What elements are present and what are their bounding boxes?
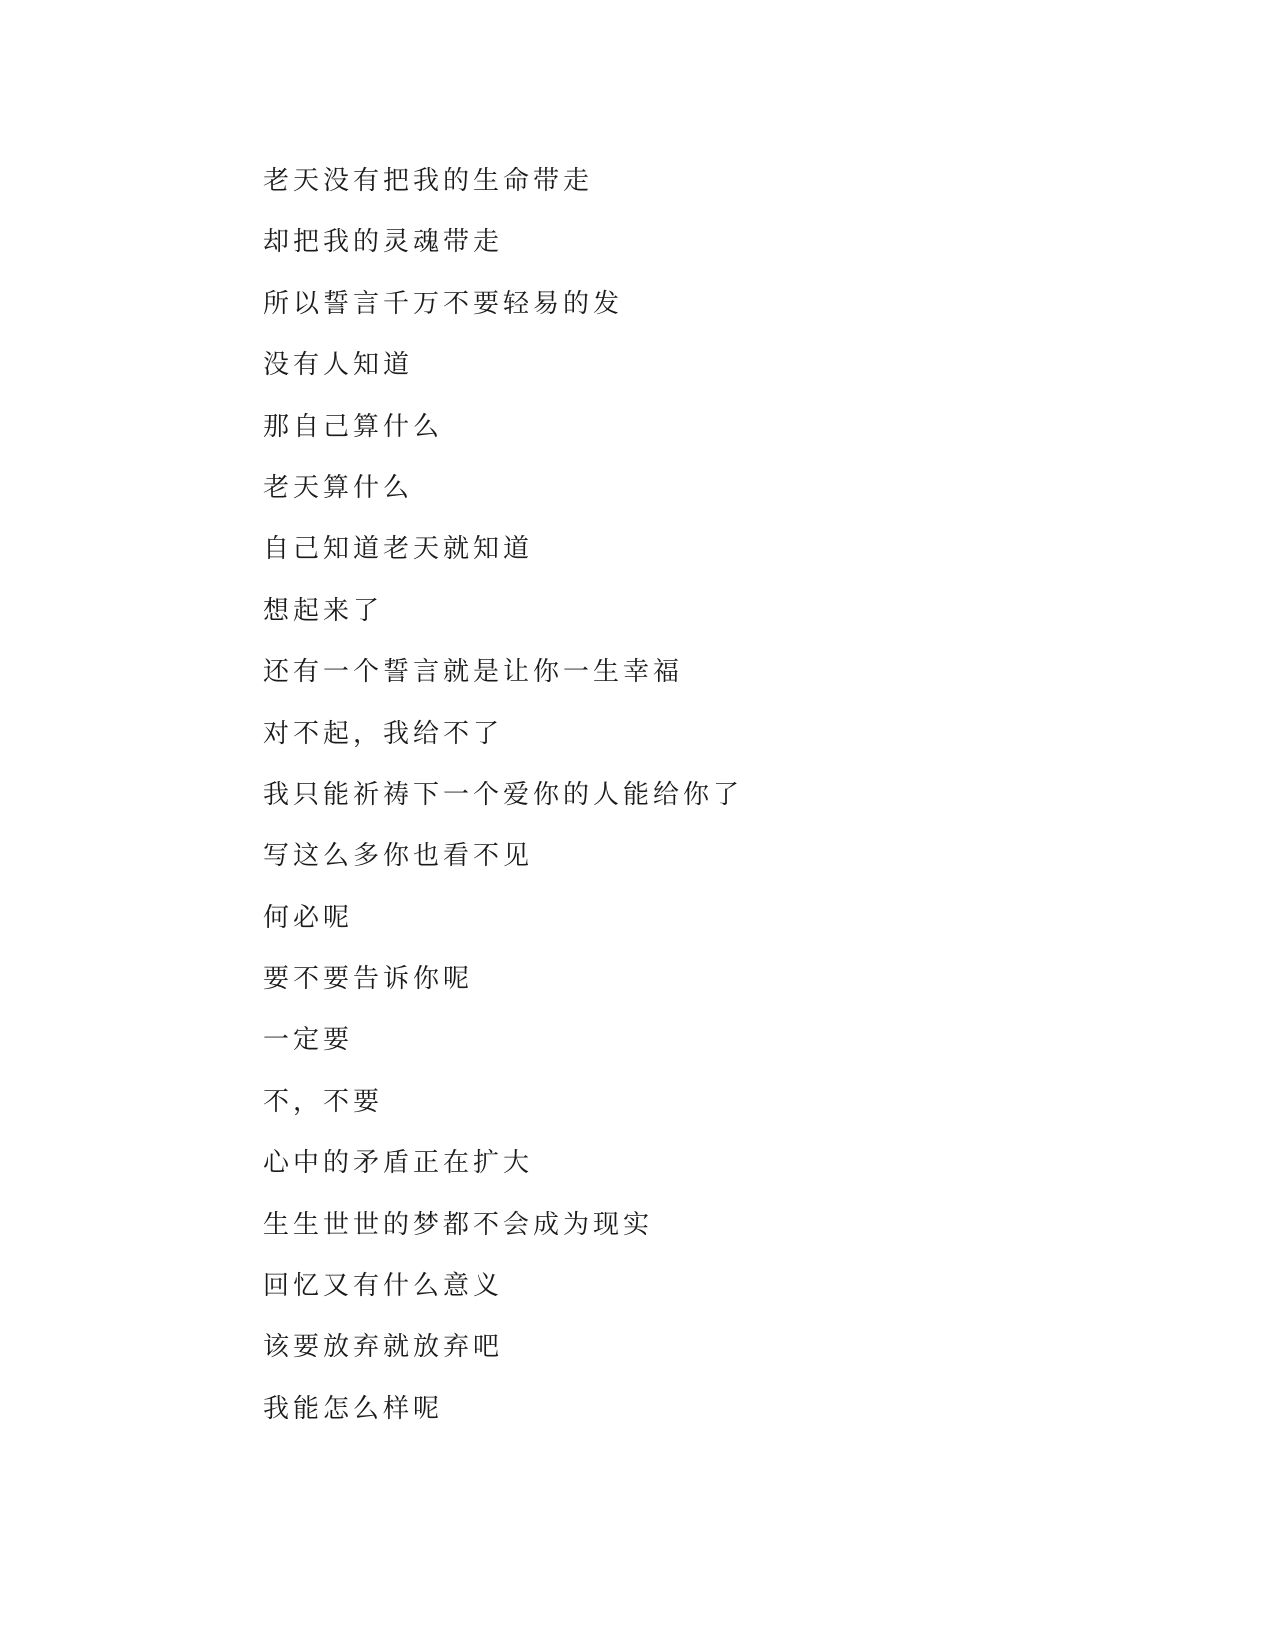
text-line: 还有一个誓言就是让你一生幸福 (263, 657, 684, 688)
text-line: 要不要告诉你呢 (263, 964, 474, 995)
poem-text (263, 166, 1163, 1455)
text-line: 我只能祈祷下一个爱你的人能给你了 (263, 779, 744, 810)
text-line: 对不起，我给不了 (263, 718, 504, 749)
text-line: 自己知道老天就知道 (263, 534, 534, 565)
text-line: 所以誓言千万不要轻易的发 (263, 288, 624, 319)
text-line: 我能怎么样呢 (263, 1393, 444, 1424)
text-line: 想起来了 (263, 595, 384, 626)
text-line: 老天算什么 (263, 472, 414, 503)
text-line: 一定要 (263, 1025, 354, 1056)
text-line: 回忆又有什么意义 (263, 1271, 504, 1302)
text-line: 那自己算什么 (263, 411, 444, 442)
text-line: 何必呢 (263, 902, 354, 933)
text-line: 不，不要 (263, 1086, 384, 1117)
text-line: 没有人知道 (263, 350, 414, 381)
text-line: 老天没有把我的生命带走 (263, 166, 594, 196)
text-line: 心中的矛盾正在扩大 (263, 1148, 534, 1179)
text-line: 却把我的灵魂带走 (263, 227, 504, 258)
text-line: 写这么多你也看不见 (263, 841, 534, 872)
text-line: 生生世世的梦都不会成为现实 (263, 1209, 654, 1240)
text-line: 该要放弃就放弃吧 (263, 1332, 504, 1363)
